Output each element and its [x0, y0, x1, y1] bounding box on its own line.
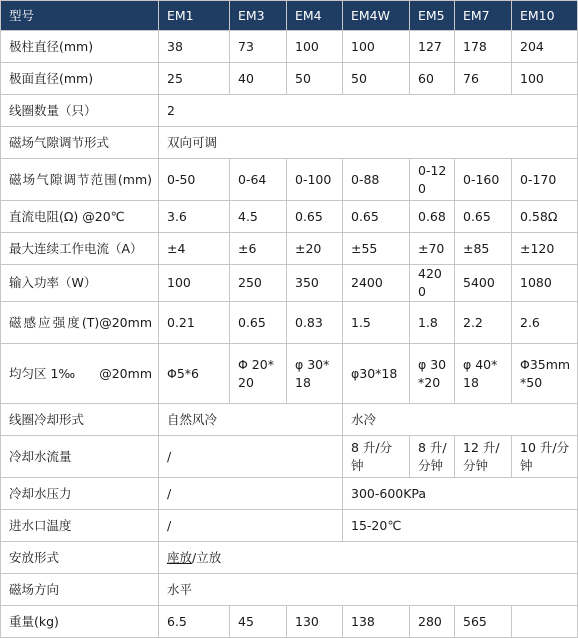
row-label: 冷却水压力	[1, 478, 159, 510]
table-row	[1, 63, 578, 95]
table-row	[1, 606, 578, 638]
table-row	[1, 302, 578, 344]
table-cell: 100	[287, 31, 343, 63]
table-cell: 0-100	[287, 159, 343, 201]
row-label: 最大连续工作电流（A）	[1, 233, 159, 265]
table-cell: 1.5	[343, 302, 410, 344]
table-cell: 73	[230, 31, 287, 63]
table-cell: 8 升/分钟	[410, 436, 455, 478]
table-cell: φ 30*20	[410, 344, 455, 404]
table-cell: 5400	[455, 265, 512, 302]
table-cell: ±4	[159, 233, 230, 265]
placement-underlined: 座放	[167, 549, 193, 565]
table-cell	[159, 542, 578, 574]
table-row	[1, 574, 578, 606]
table-cell: 4.5	[230, 201, 287, 233]
row-label: 安放形式	[1, 542, 159, 574]
row-label: 磁感应强度(T)@20mm	[1, 302, 159, 344]
table-cell: 178	[455, 31, 512, 63]
table-cell: ±6	[230, 233, 287, 265]
table-row	[1, 404, 578, 436]
table-cell: ±70	[410, 233, 455, 265]
table-row	[1, 159, 578, 201]
table-cell: ±85	[455, 233, 512, 265]
table-cell: 8 升/分钟	[343, 436, 410, 478]
table-cell: 0-50	[159, 159, 230, 201]
table-cell: 250	[230, 265, 287, 302]
table-row	[1, 233, 578, 265]
row-label: 输入功率（W）	[1, 265, 159, 302]
table-cell: φ30*18	[343, 344, 410, 404]
table-cell: 0.83	[287, 302, 343, 344]
header-model: EM1	[159, 1, 230, 31]
table-row	[1, 478, 578, 510]
table-cell: 3.6	[159, 201, 230, 233]
table-cell: 0-170	[512, 159, 578, 201]
table-cell: 0-64	[230, 159, 287, 201]
table-cell: 0.21	[159, 302, 230, 344]
table-row	[1, 344, 578, 404]
table-cell: 50	[287, 63, 343, 95]
table-cell: 50	[343, 63, 410, 95]
table-cell: 2.6	[512, 302, 578, 344]
table-cell: 2400	[343, 265, 410, 302]
header-model: EM4W	[343, 1, 410, 31]
row-label: 极柱直径(mm)	[1, 31, 159, 63]
row-label: 直流电阻(Ω) @20℃	[1, 201, 159, 233]
table-cell: /	[159, 510, 343, 542]
header-row	[1, 1, 578, 31]
table-cell: 300-600KPa	[343, 478, 578, 510]
table-cell: 1.8	[410, 302, 455, 344]
row-label: 线圈冷却形式	[1, 404, 159, 436]
row-label-suffix: @20mm	[99, 365, 152, 381]
header-model: EM5	[410, 1, 455, 31]
table-cell: 水冷	[343, 404, 578, 436]
table-row	[1, 31, 578, 63]
table-cell: 38	[159, 31, 230, 63]
row-label-main: 均匀区 1‰	[9, 365, 76, 381]
table-row	[1, 265, 578, 302]
table-cell: 25	[159, 63, 230, 95]
table-row	[1, 436, 578, 478]
table-cell: 0-88	[343, 159, 410, 201]
row-label: 磁场气隙调节范围(mm)	[1, 159, 159, 201]
table-cell: 0-160	[455, 159, 512, 201]
row-label: 线圈数量（只）	[1, 95, 159, 127]
header-model: EM10	[512, 1, 578, 31]
table-cell: 0.65	[287, 201, 343, 233]
table-cell	[512, 606, 578, 638]
table-cell: 100	[343, 31, 410, 63]
table-cell: 0.65	[230, 302, 287, 344]
table-cell: Φ5*6	[159, 344, 230, 404]
table-cell: 204	[512, 31, 578, 63]
table-cell: 2.2	[455, 302, 512, 344]
table-cell: 0-120	[410, 159, 455, 201]
placement-rest: /立放	[192, 549, 222, 565]
row-label: 冷却水流量	[1, 436, 159, 478]
row-label: 重量(kg)	[1, 606, 159, 638]
row-label: 进水口温度	[1, 510, 159, 542]
row-label: 极面直径(mm)	[1, 63, 159, 95]
table-cell: 自然风冷	[159, 404, 343, 436]
row-label: 磁场方向	[1, 574, 159, 606]
table-cell: /	[159, 478, 343, 510]
table-row	[1, 127, 578, 159]
table-row	[1, 201, 578, 233]
table-cell: ±120	[512, 233, 578, 265]
table-row	[1, 542, 578, 574]
table-cell: 100	[512, 63, 578, 95]
table-cell: 138	[343, 606, 410, 638]
table-cell: 0.65	[343, 201, 410, 233]
table-cell: ±20	[287, 233, 343, 265]
table-cell: 350	[287, 265, 343, 302]
header-model: EM7	[455, 1, 512, 31]
table-cell: 0.58Ω	[512, 201, 578, 233]
header-model: EM4	[287, 1, 343, 31]
table-cell: 水平	[159, 574, 578, 606]
table-cell: 40	[230, 63, 287, 95]
table-cell: ±55	[343, 233, 410, 265]
table-cell: 2	[159, 95, 578, 127]
table-cell: Φ 20*20	[230, 344, 287, 404]
table-cell: 0.68	[410, 201, 455, 233]
table-row	[1, 95, 578, 127]
table-cell: 0.65	[455, 201, 512, 233]
table-cell: 76	[455, 63, 512, 95]
table-cell: 12 升/分钟	[455, 436, 512, 478]
table-cell: 45	[230, 606, 287, 638]
table-cell: 130	[287, 606, 343, 638]
table-cell: 100	[159, 265, 230, 302]
table-cell: φ 30*18	[287, 344, 343, 404]
table-cell: 127	[410, 31, 455, 63]
table-cell: φ 40*18	[455, 344, 512, 404]
row-label	[1, 344, 159, 404]
table-row	[1, 510, 578, 542]
table-cell: 4200	[410, 265, 455, 302]
table-cell: 10 升/分钟	[512, 436, 578, 478]
table-cell: /	[159, 436, 343, 478]
header-model: EM3	[230, 1, 287, 31]
table-cell: 1080	[512, 265, 578, 302]
table-cell: 15-20℃	[343, 510, 578, 542]
row-label: 磁场气隙调节形式	[1, 127, 159, 159]
table-cell: 6.5	[159, 606, 230, 638]
table-cell: 60	[410, 63, 455, 95]
header-label: 型号	[1, 1, 159, 31]
table-cell: 280	[410, 606, 455, 638]
table-cell: 565	[455, 606, 512, 638]
table-cell: Φ35mm *50	[512, 344, 578, 404]
table-cell: 双向可调	[159, 127, 578, 159]
